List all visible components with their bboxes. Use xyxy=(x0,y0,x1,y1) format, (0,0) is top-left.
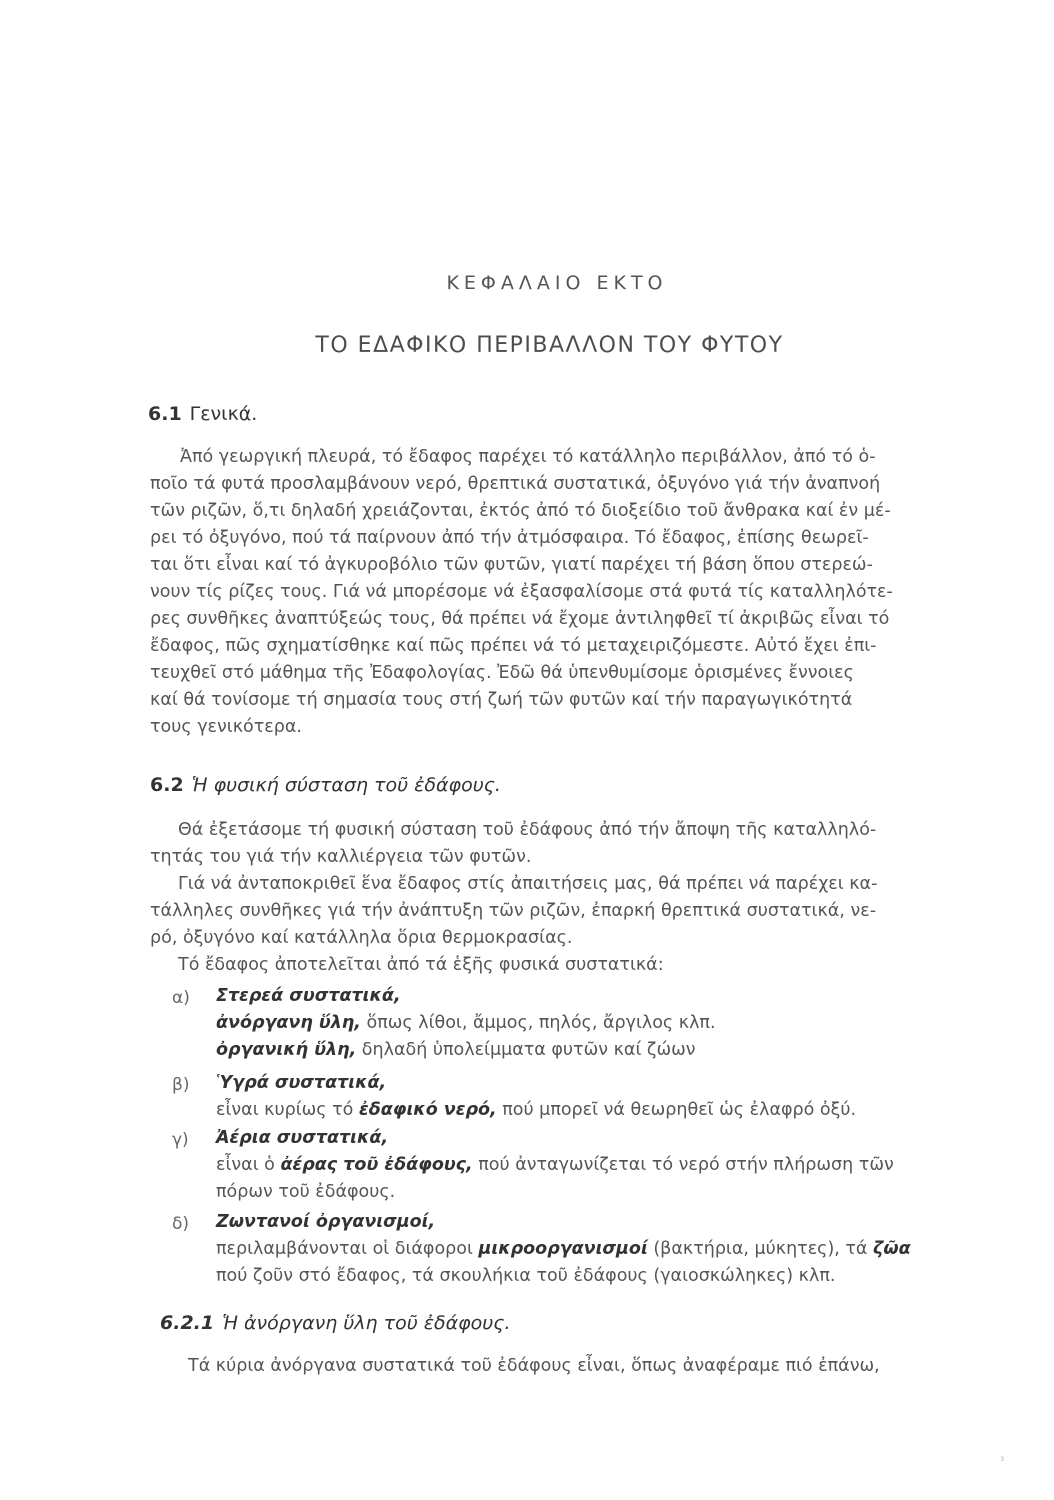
list-item-detail: ὀργανική ὕλη, δηλαδή ὑπολείμματα φυτῶν καί ζώων xyxy=(216,1040,696,1060)
section-heading-6-2 xyxy=(150,774,501,796)
section-number: 6.1 xyxy=(148,403,182,425)
list-item-title: Ὑγρά συστατικά, xyxy=(216,1073,387,1093)
corner-mark: з xyxy=(1000,1454,1005,1463)
text-line: Γιά νά ἀνταποκριθεῖ ἕνα ἔδαφος στίς ἀπαιτήσεις μας, θά πρέπει νά παρέχει κα- xyxy=(178,874,878,894)
list-item-detail: ἀνόργανη ὕλη, ὅπως λίθοι, ἄμμος, πηλός, ἄργιλος κλπ. xyxy=(216,1013,716,1033)
text-line: ἔδαφος, πῶς σχηματίσθηκε καί πῶς πρέπει νά τό μεταχειριζόμεστε. Αὐτό ἔχει ἐπι- xyxy=(150,636,877,656)
section-title: Ἡ φυσική σύσταση τοῦ ἐδάφους. xyxy=(191,774,501,796)
list-item-detail: πού ζοῦν στό ἔδαφος, τά σκουλήκια τοῦ ἐδάφους (γαιοσκώληκες) κλπ. xyxy=(216,1266,836,1286)
text-line: ται ὅτι εἶναι καί τό ἀγκυροβόλιο τῶν φυτῶν, γιατί παρέχει τή βάση ὅπου στερεώ- xyxy=(150,555,873,575)
chapter-label: ΚΕΦΑΛΑΙΟ ΕΚΤΟ xyxy=(446,272,668,294)
text-line: Τό ἔδαφος ἀποτελεῖται ἀπό τά ἑξῆς φυσικά συστατικά: xyxy=(178,955,664,975)
list-item-detail: πόρων τοῦ ἐδάφους. xyxy=(216,1182,396,1202)
list-item-title: Ζωντανοί ὀργανισμοί, xyxy=(216,1212,436,1232)
section-title: Γενικά. xyxy=(189,403,258,425)
list-item-letter: γ) xyxy=(172,1130,189,1150)
text-line: τους γενικότερα. xyxy=(150,717,302,737)
text-line: τευχθεῖ στό μάθημα τῆς Ἐδαφολογίας. Ἐδῶ θά ὑπενθυμίσομε ὁρισμένες ἔννοιες xyxy=(150,663,854,683)
list-item-detail: περιλαμβάνονται οἱ διάφοροι μικροοργανισμοί (βακτήρια, μύκητες), τά ζῶα xyxy=(216,1239,911,1259)
list-item-detail: εἶναι ὁ ἀέρας τοῦ ἐδάφους, πού ἀνταγωνίζεται τό νερό στήν πλήρωση τῶν xyxy=(216,1155,894,1175)
section-number: 6.2 xyxy=(150,774,184,796)
text-line: ρες συνθῆκες ἀναπτύξεώς τους, θά πρέπει νά ἔχομε ἀντιληφθεῖ τί ἀκριβῶς εἶναι τό xyxy=(150,609,890,629)
list-item-title: Ἀέρια συστατικά, xyxy=(216,1128,389,1148)
section-heading-6-1 xyxy=(148,403,257,425)
text-line: Τά κύρια ἀνόργανα συστατικά τοῦ ἐδάφους εἶναι, ὅπως ἀναφέραμε πιό ἐπάνω, xyxy=(188,1356,880,1376)
text-line: ρό, ὀξυγόνο καί κατάλληλα ὅρια θερμοκρασίας. xyxy=(150,928,573,948)
text-line: Ἀπό γεωργική πλευρά, τό ἔδαφος παρέχει τό κατάλληλο περιβάλλον, ἀπό τό ὁ- xyxy=(180,447,876,467)
section-title: Ἡ ἀνόργανη ὕλη τοῦ ἐδάφους. xyxy=(222,1312,511,1334)
text-line: ρει τό ὀξυγόνο, πού τά παίρνουν ἀπό τήν ἀτμόσφαιρα. Τό ἔδαφος, ἐπίσης θεωρεῖ- xyxy=(150,528,869,548)
list-item-letter: β) xyxy=(172,1075,190,1095)
list-item-title: Στερεά συστατικά, xyxy=(216,986,401,1006)
section-number: 6.2.1 xyxy=(160,1312,215,1334)
list-item-detail: εἶναι κυρίως τό ἐδαφικό νερό, πού μπορεῖ νά θεωρηθεῖ ὡς ἐλαφρό ὀξύ. xyxy=(216,1100,857,1120)
chapter-title: ΤΟ ΕΔΑΦΙΚΟ ΠΕΡΙΒΑΛΛΟΝ ΤΟΥ ΦΥΤΟΥ xyxy=(315,333,784,358)
list-item-letter: α) xyxy=(172,988,190,1008)
text-line: ποῖο τά φυτά προσλαμβάνουν νερό, θρεπτικά συστατικά, ὀξυγόνο γιά τήν ἀναπνοή xyxy=(150,474,881,494)
section-heading-6-2-1 xyxy=(160,1312,511,1334)
text-line: νουν τίς ρίζες τους. Γιά νά μπορέσομε νά ἐξασφαλίσομε στά φυτά τίς καταλληλότε- xyxy=(150,582,893,602)
text-line: τάλληλες συνθῆκες γιά τήν ἀνάπτυξη τῶν ριζῶν, ἐπαρκή θρεπτικά συστατικά, νε- xyxy=(150,901,877,921)
list-item-letter: δ) xyxy=(172,1214,190,1234)
text-line: καί θά τονίσομε τή σημασία τους στή ζωή τῶν φυτῶν καί τήν παραγωγικότητά xyxy=(150,690,853,710)
text-line: Θά ἐξετάσομε τή φυσική σύσταση τοῦ ἐδάφους ἀπό τήν ἄποψη τῆς καταλληλό- xyxy=(178,820,877,840)
text-line: τῶν ριζῶν, ὅ,τι δηλαδή χρειάζονται, ἐκτός ἀπό τό διοξείδιο τοῦ ἄνθρακα καί ἐν μέ- xyxy=(150,501,891,521)
text-line: τητάς του γιά τήν καλλιέργεια τῶν φυτῶν. xyxy=(150,847,532,867)
